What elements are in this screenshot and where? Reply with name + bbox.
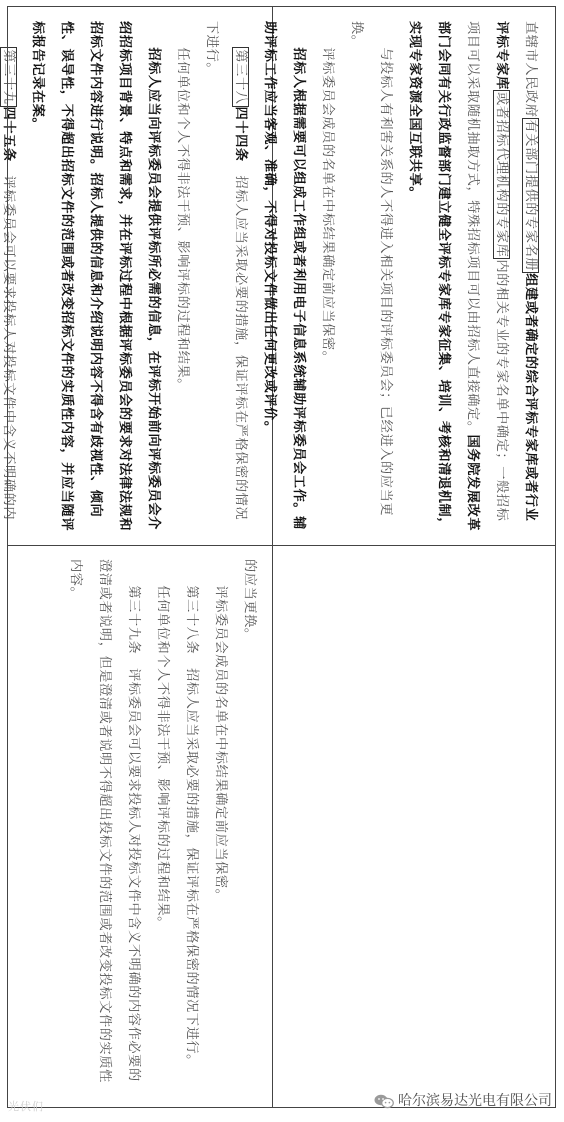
revised-para-5: 第三十八四十四条 招标人应当采取必要的措施，保证评标在严格保密的情况下进行。 xyxy=(204,21,248,521)
original-text-cell xyxy=(8,545,274,1107)
article-number-new: 四十五条 xyxy=(1,106,16,162)
article-number-new: 四十四条 xyxy=(233,106,248,162)
revised-para-3: 评标委员会成员的名单在中标结果确定前应当保密。 xyxy=(320,47,335,365)
original-para-5: 第三十九条 评标委员会可以要求投标人对投标文件中含义不明确的内容作必要的澄清或者说明，但是澄清或者说明不得超出投标文件的范围或者改变投标文件的实质性内容。 xyxy=(68,559,141,1083)
revised-para-4: 招标人根据需要可以组成工作组或者利用电子信息系统辅助评标委员会工作。辅助评标工作应当客观、准确，不得对投标文件做出任何更改或评价。 xyxy=(262,21,306,530)
revised-para-2: 与投标人有利害关系的人不得进入相关项目的评标委员会；已经进入的应当更换。 xyxy=(349,21,393,517)
revised-para-6: 任何单位和个人不得非法干预、影响评标的过程和结果。 xyxy=(175,47,190,393)
original-para-2: 评标委员会成员的名单在中标结果确定前应当保密。 xyxy=(213,585,228,903)
revised-para-8: 第三十九四十五条 评标委员会可以要求投标人对投标文件中含义不明确的内 xyxy=(1,49,16,521)
revised-text-cell xyxy=(1,7,555,546)
original-para-1: 的应当更换。 xyxy=(242,559,257,642)
company-watermark: 哈尔滨易达光电有限公司 xyxy=(398,1093,552,1109)
struck-phrase: 或者招标代理机构的专家库 xyxy=(494,91,509,258)
struck-phrase: 有关部门提供的专家名册 xyxy=(523,119,538,272)
article-number-old: 第三十八 xyxy=(233,49,248,105)
revised-text-cell-empty xyxy=(273,545,555,1107)
wechat-icon xyxy=(374,1094,394,1109)
logo-watermark: 光伏们 xyxy=(8,1100,44,1113)
article-number-old: 第三十九 xyxy=(1,49,16,105)
original-para-3: 第三十八条 招标人应当采取必要的措施，保证评标在严格保密的情况下进行。 xyxy=(184,585,199,1068)
table-row-original xyxy=(7,6,274,1108)
rotated-document-table xyxy=(1,6,556,1106)
original-para-4: 任何单位和个人不得非法干预、影响评标的过程和结果。 xyxy=(155,585,170,931)
revised-para-1: 直辖市人民政府有关部门提供的专家名册组建或者确定的综合评标专家库或者行业评标专家库或者招标代理机构的专家库内的相关专业的专家名单中确定；一般招标项目可以采取随机抽取方式，特殊招标项目可以由招标人直接确定。国务院发展改革部门会同有关行政监督部门建立健全评标专家库专家征集、培训、考核和清退机制，实现专家资源全国互联共享。 xyxy=(407,21,538,532)
original-text-cell-empty xyxy=(8,7,274,546)
revised-para-7: 招标人应当向评标委员会提供评标所必需的信息，在评标开始前向评标委员会介绍招标项目背景、特点和需求，并在评标过程中根据评标委员会的要求对法律法规和招标文件内容进行说明。招标人提供的信息和介绍说明内容不得含有歧视性、倾向性、误导性，不得超出招标文件的范围或者改变招标文件的实质性内容，并应当随评标报告记录在案。 xyxy=(30,21,161,532)
